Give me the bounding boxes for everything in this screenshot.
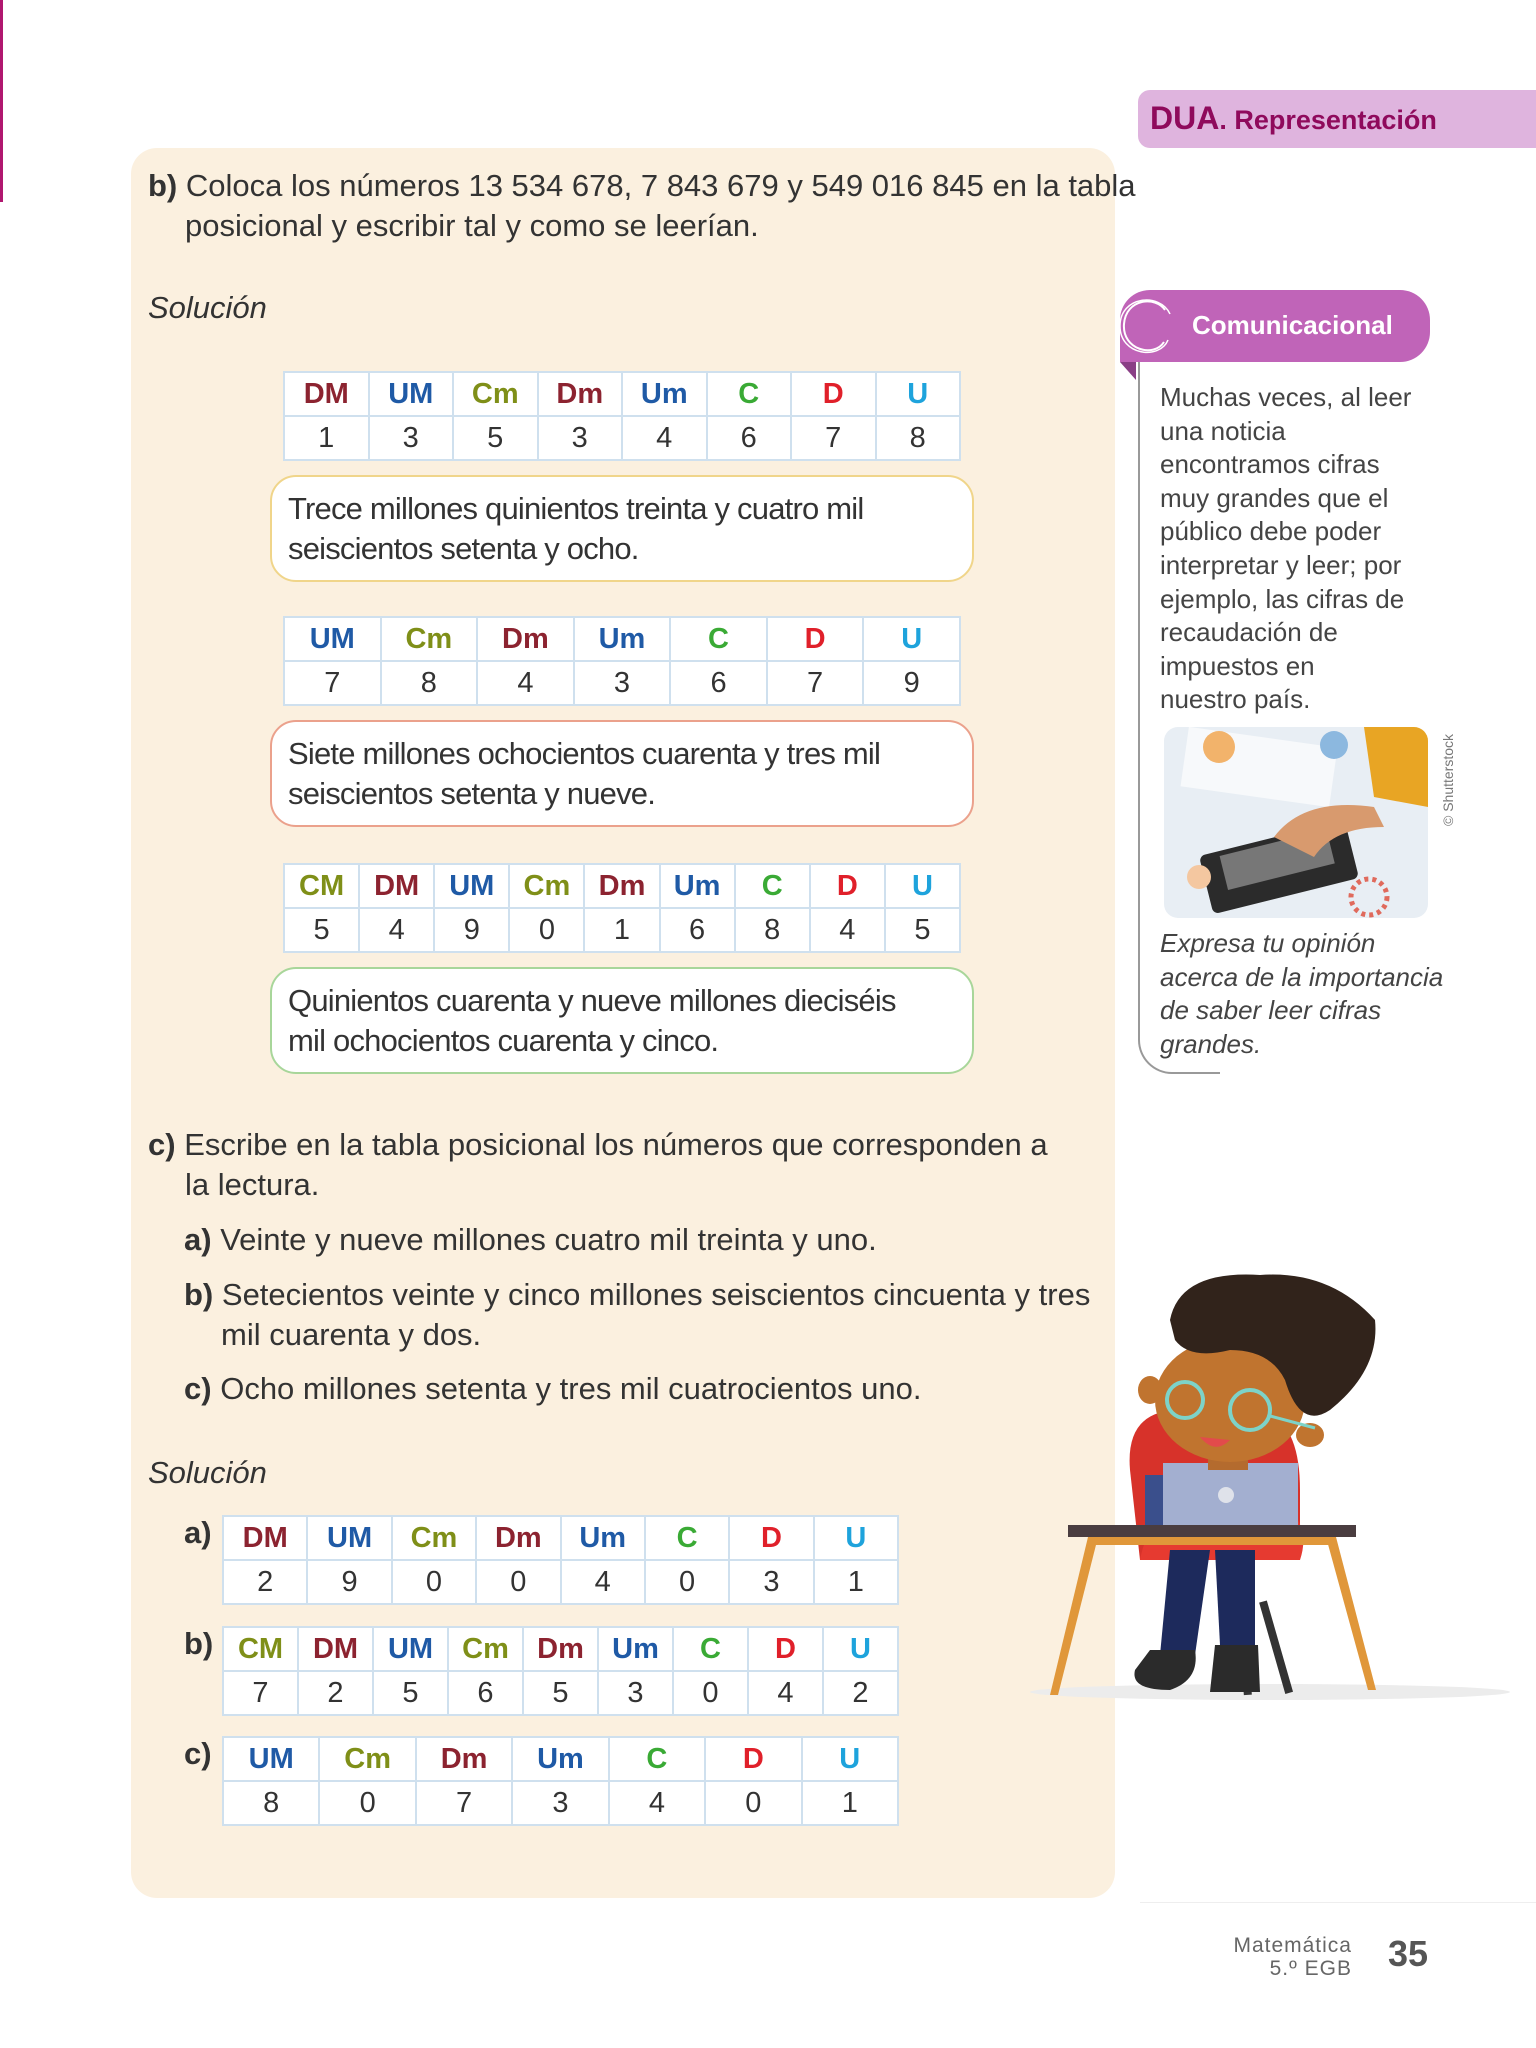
subject-name: Matemática [1233, 1934, 1352, 1957]
item-label: b) [184, 1277, 214, 1312]
place-header-Um: Um [598, 1627, 673, 1671]
reading-line: Trece millones quinientos treinta y cuatro mil [288, 491, 864, 526]
digit-cell: 9 [307, 1560, 391, 1604]
boy-with-laptop-illustration [1030, 1260, 1536, 1900]
digit-cell: 7 [223, 1671, 298, 1715]
text-line: una noticia [1160, 415, 1286, 446]
place-header-UM: UM [284, 617, 381, 661]
place-header-U: U [802, 1737, 898, 1781]
digit-cell: 9 [863, 661, 960, 705]
place-header-Cm: Cm [381, 617, 478, 661]
place-header-UM: UM [434, 864, 509, 908]
digit-cell: 4 [561, 1560, 645, 1604]
reading-item-c [184, 1369, 921, 1409]
digit-cell: 3 [729, 1560, 813, 1604]
digit-cell: 9 [434, 908, 509, 952]
digit-cell: 1 [584, 908, 659, 952]
place-header-D: D [791, 372, 876, 416]
digit-cell: 6 [660, 908, 735, 952]
place-header-DM: DM [284, 372, 369, 416]
digit-cell: 0 [319, 1781, 415, 1825]
place-header-Um: Um [574, 617, 671, 661]
place-value-table [283, 863, 961, 953]
place-value-table [222, 1736, 899, 1826]
solution-label: c) [184, 1736, 212, 1771]
digit-cell: 5 [523, 1671, 598, 1715]
digit-cell: 0 [645, 1560, 729, 1604]
digit-cell: 3 [538, 416, 623, 460]
digit-cell: 8 [735, 908, 810, 952]
digit-cell: 8 [223, 1781, 319, 1825]
place-header-UM: UM [373, 1627, 448, 1671]
item-label: c) [184, 1371, 212, 1406]
page-edge-marker [0, 0, 3, 202]
solution-heading: Solución [148, 290, 267, 325]
digit-cell: 0 [673, 1671, 748, 1715]
text-line: acerca de la importancia [1160, 961, 1444, 992]
calculator-photo [1164, 727, 1428, 918]
text-line: muy grandes que el [1160, 482, 1389, 513]
place-header-CM: CM [223, 1627, 298, 1671]
dua-rest: . Representación [1219, 105, 1437, 135]
place-header-Dm: Dm [523, 1627, 598, 1671]
place-header-C: C [707, 372, 792, 416]
sidebar-prompt [1160, 927, 1443, 1061]
digit-cell: 3 [574, 661, 671, 705]
prompt-line: Coloca los números 13 534 678, 7 843 679 y 549 016 845 en la tabla [185, 168, 1136, 203]
reading-item-a [184, 1220, 877, 1260]
text-line: recaudación de [1160, 617, 1338, 648]
digit-cell: 2 [223, 1560, 307, 1604]
solution-label: b) [184, 1626, 214, 1661]
digit-cell: 7 [284, 661, 381, 705]
place-value-table [222, 1515, 899, 1605]
digit-cell: 0 [476, 1560, 560, 1604]
text-line: encontramos cifras [1160, 449, 1380, 480]
place-header-C: C [609, 1737, 705, 1781]
reading-line: Quinientos cuarenta y nueve millones dieciséis [288, 983, 896, 1018]
place-header-UM: UM [223, 1737, 319, 1781]
digit-cell: 8 [876, 416, 961, 460]
text-line: público debe poder [1160, 516, 1382, 547]
place-header-U: U [885, 864, 960, 908]
digit-cell: 3 [369, 416, 454, 460]
place-header-Cm: Cm [509, 864, 584, 908]
digit-cell: 4 [359, 908, 434, 952]
place-header-D: D [810, 864, 885, 908]
digit-cell: 4 [748, 1671, 823, 1715]
text-line: impuestos en [1160, 650, 1315, 681]
reading-line: mil ochocientos cuarenta y cinco. [288, 1023, 719, 1058]
digit-cell: 6 [670, 661, 767, 705]
digit-cell: 2 [823, 1671, 898, 1715]
exercise-c-prompt [148, 1125, 1048, 1205]
place-header-D: D [767, 617, 864, 661]
sidebar-title: Comunicacional [1192, 310, 1393, 340]
digit-cell: 4 [810, 908, 885, 952]
item-label: a) [184, 1222, 212, 1257]
digit-cell: 0 [392, 1560, 476, 1604]
digit-cell: 5 [885, 908, 960, 952]
digit-cell: 4 [477, 661, 574, 705]
place-header-Um: Um [660, 864, 735, 908]
place-header-U: U [863, 617, 960, 661]
place-header-C: C [670, 617, 767, 661]
place-header-C: C [735, 864, 810, 908]
text-line: grandes. [1160, 1028, 1262, 1059]
place-header-U: U [823, 1627, 898, 1671]
exercise-b-prompt [148, 166, 1136, 246]
place-header-D: D [729, 1516, 813, 1560]
item-text: Setecientos veinte y cinco millones seiscientos cincuenta y tres [221, 1277, 1091, 1312]
place-header-Dm: Dm [476, 1516, 560, 1560]
digit-cell: 4 [622, 416, 707, 460]
place-header-U: U [876, 372, 961, 416]
digit-cell: 0 [509, 908, 584, 952]
text-line: de saber leer cifras [1160, 995, 1382, 1026]
place-header-Cm: Cm [319, 1737, 415, 1781]
text-line: Muchas veces, al leer [1160, 382, 1412, 412]
page-number: 35 [1388, 1933, 1429, 1974]
place-header-DM: DM [298, 1627, 373, 1671]
place-header-D: D [705, 1737, 801, 1781]
place-header-Um: Um [561, 1516, 645, 1560]
digit-cell: 5 [453, 416, 538, 460]
digit-cell: 7 [767, 661, 864, 705]
digit-cell: 5 [284, 908, 359, 952]
place-header-U: U [814, 1516, 898, 1560]
footer-divider [1140, 1902, 1536, 1903]
digit-cell: 3 [598, 1671, 673, 1715]
text-line: nuestro país. [1160, 684, 1311, 715]
place-header-UM: UM [307, 1516, 391, 1560]
item-text: mil cuarenta y dos. [221, 1317, 482, 1352]
digit-cell: 6 [707, 416, 792, 460]
place-value-table [222, 1626, 899, 1716]
digit-cell: 2 [298, 1671, 373, 1715]
digit-cell: 0 [705, 1781, 801, 1825]
place-header-C: C [673, 1627, 748, 1671]
solution-heading: Solución [148, 1455, 267, 1490]
solution-label: a) [184, 1515, 212, 1550]
reading-line: Siete millones ochocientos cuarenta y tres mil [288, 736, 881, 771]
place-header-Um: Um [512, 1737, 608, 1781]
digit-cell: 5 [373, 1671, 448, 1715]
place-header-DM: DM [359, 864, 434, 908]
reading-bubble [270, 967, 974, 1074]
prompt-line: la lectura. [185, 1167, 320, 1202]
calculator-image [1164, 727, 1428, 918]
place-header-UM: UM [369, 372, 454, 416]
exercise-c-label: c) [148, 1127, 176, 1162]
place-header-DM: DM [223, 1516, 307, 1560]
place-header-Cm: Cm [392, 1516, 476, 1560]
digit-cell: 4 [609, 1781, 705, 1825]
dua-header [1138, 90, 1536, 148]
c-logo-icon [1120, 294, 1180, 364]
digit-cell: 1 [802, 1781, 898, 1825]
place-value-table [283, 371, 961, 461]
digit-cell: 7 [791, 416, 876, 460]
text-line: interpretar y leer; por [1160, 549, 1402, 580]
grade: 5.º EGB [1269, 1957, 1352, 1980]
prompt-line: Escribe en la tabla posicional los números que corresponden a [184, 1127, 1048, 1162]
place-header-Dm: Dm [477, 617, 574, 661]
text-line: Expresa tu opinión [1160, 928, 1376, 958]
place-header-Dm: Dm [416, 1737, 512, 1781]
reading-line: seiscientos setenta y ocho. [288, 531, 639, 566]
place-header-Dm: Dm [538, 372, 623, 416]
place-value-table [283, 616, 961, 706]
place-header-Dm: Dm [584, 864, 659, 908]
footer-subject [1200, 1934, 1352, 1980]
place-header-Cm: Cm [453, 372, 538, 416]
digit-cell: 3 [512, 1781, 608, 1825]
exercise-b-label: b) [148, 168, 178, 203]
comunicacional-tab [1120, 290, 1430, 362]
place-header-C: C [645, 1516, 729, 1560]
place-header-Cm: Cm [448, 1627, 523, 1671]
place-header-D: D [748, 1627, 823, 1671]
digit-cell: 6 [448, 1671, 523, 1715]
prompt-line: posicional y escribir tal y como se leerían. [185, 208, 759, 243]
place-header-Um: Um [622, 372, 707, 416]
digit-cell: 8 [381, 661, 478, 705]
place-header-CM: CM [284, 864, 359, 908]
digit-cell: 1 [814, 1560, 898, 1604]
item-text: Ocho millones setenta y tres mil cuatrocientos uno. [220, 1371, 922, 1406]
sidebar-body [1160, 381, 1411, 717]
reading-item-b [184, 1275, 1090, 1355]
ribbon-fold-icon [1120, 362, 1136, 382]
dua-bold: DUA [1150, 100, 1220, 136]
reading-bubble [270, 475, 974, 582]
digit-cell: 7 [416, 1781, 512, 1825]
item-text: Veinte y nueve millones cuatro mil treinta y uno. [220, 1222, 877, 1257]
text-line: ejemplo, las cifras de [1160, 583, 1405, 614]
reading-line: seiscientos setenta y nueve. [288, 776, 656, 811]
photo-credit: © Shutterstock [1440, 733, 1456, 826]
reading-bubble [270, 720, 974, 827]
digit-cell: 1 [284, 416, 369, 460]
